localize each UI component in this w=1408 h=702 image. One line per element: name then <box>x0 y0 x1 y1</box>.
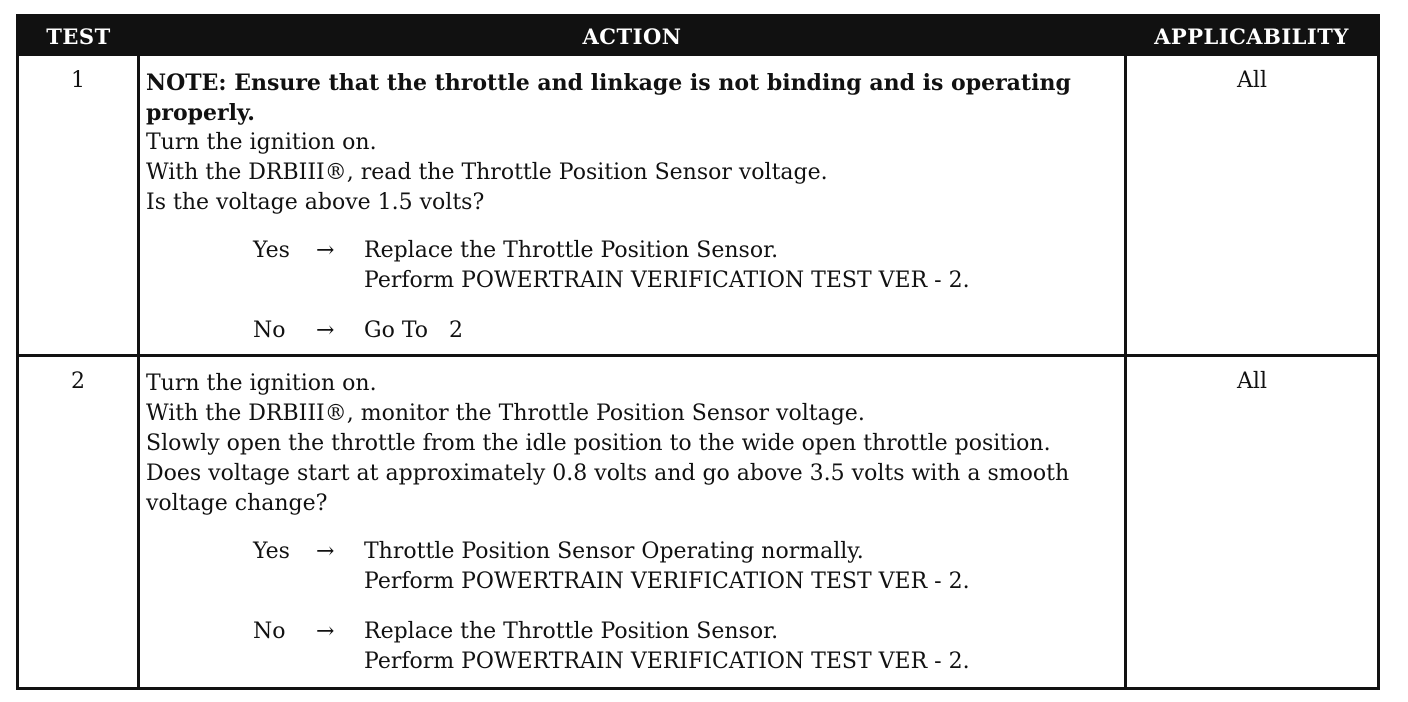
answer-line: Go To 2 <box>364 318 463 343</box>
answer-line: Replace the Throttle Position Sensor. <box>364 238 779 263</box>
answer-text <box>364 617 1121 677</box>
answer-text <box>364 537 1121 597</box>
header-applicability: APPLICABILITY <box>1154 24 1349 49</box>
answer-line: Perform POWERTRAIN VERIFICATION TEST VER - 2. <box>364 569 970 594</box>
table-row <box>19 56 1377 354</box>
note-text: NOTE: Ensure that the throttle and linkage is not binding and is operating properly. <box>146 70 1071 126</box>
answer-line: Perform POWERTRAIN VERIFICATION TEST VER - 2. <box>364 268 970 293</box>
arrow-icon: → <box>316 539 335 564</box>
header-test: TEST <box>46 24 111 49</box>
arrow-icon: → <box>316 238 335 263</box>
action-line: Turn the ignition on. <box>146 371 377 396</box>
action-line: With the DRBIII®, read the Throttle Position Sensor voltage. <box>146 160 828 185</box>
test-number: 1 <box>71 68 85 93</box>
action-line: With the DRBIII®, monitor the Throttle Position Sensor voltage. <box>146 401 865 426</box>
header-action: ACTION <box>582 24 682 49</box>
test-number: 2 <box>71 369 85 394</box>
answer-key: Yes <box>253 238 290 263</box>
action-line: Does voltage start at approximately 0.8 volts and go above 3.5 volts with a smooth voltage change? <box>146 461 1070 516</box>
action-line: Turn the ignition on. <box>146 130 377 155</box>
applicability-value: All <box>1237 369 1267 394</box>
answer-key: No <box>253 318 286 343</box>
answer-line: Throttle Position Sensor Operating normally. <box>364 539 864 564</box>
answer-yes <box>146 537 1121 597</box>
action-cell <box>146 369 1121 677</box>
answer-text <box>364 316 1121 346</box>
answer-line: Perform POWERTRAIN VERIFICATION TEST VER - 2. <box>364 649 970 674</box>
answer-no <box>146 316 1121 346</box>
action-line: Is the voltage above 1.5 volts? <box>146 190 485 215</box>
answer-text <box>364 236 1121 296</box>
arrow-icon: → <box>316 318 335 343</box>
table-row <box>19 357 1377 690</box>
table-header <box>19 17 1377 56</box>
action-line: Slowly open the throttle from the idle position to the wide open throttle position. <box>146 431 1051 456</box>
action-cell <box>146 68 1121 346</box>
answer-yes <box>146 236 1121 296</box>
answer-key: Yes <box>253 539 290 564</box>
applicability-value: All <box>1237 68 1267 93</box>
diagnostic-test-table <box>16 14 1380 690</box>
answer-line: Replace the Throttle Position Sensor. <box>364 619 779 644</box>
answer-key: No <box>253 619 286 644</box>
answer-no <box>146 617 1121 677</box>
arrow-icon: → <box>316 619 335 644</box>
